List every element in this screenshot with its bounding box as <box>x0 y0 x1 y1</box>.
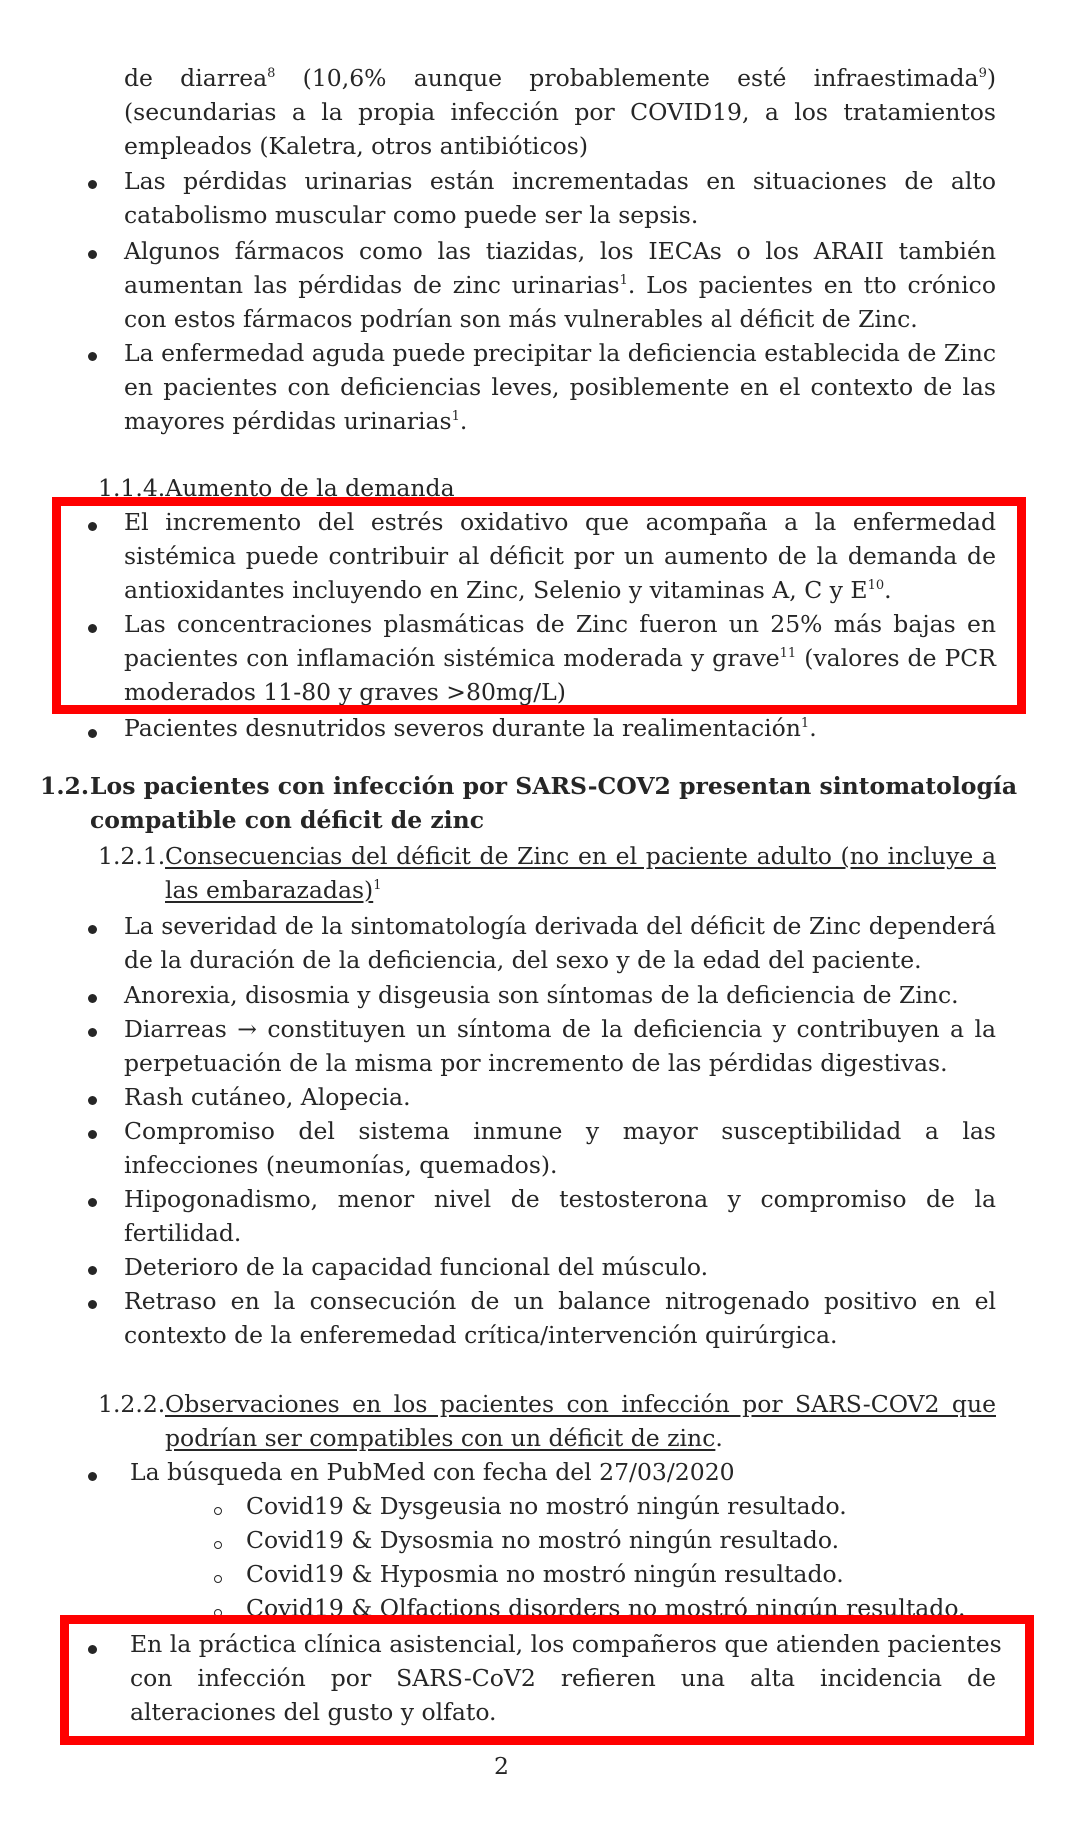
list-item: en pacientes con deficiencias leves, posiblemente en el contexto de las <box>124 373 996 401</box>
sub-list-item: Covid19 & Olfactions disorders no mostró ningún resultado. <box>246 1594 966 1622</box>
list-item: infecciones (neumonías, quemados). <box>124 1151 558 1179</box>
paragraph-line: empleados (Kaletra, otros antibióticos) <box>124 132 588 160</box>
subsection-number: 1.2.2. <box>98 1390 166 1418</box>
bullet-icon <box>88 994 97 1003</box>
list-item: mayores pérdidas urinarias$^1$. <box>124 407 468 435</box>
subsection-number: 1.2.1. <box>98 842 166 870</box>
list-item: Hipogonadismo, menor nivel de testosterona y compromiso de la <box>124 1185 996 1213</box>
list-item: alteraciones del gusto y olfato. <box>130 1698 497 1726</box>
section-heading: 1.2. <box>40 772 90 800</box>
list-item: Las concentraciones plasmáticas de Zinc fueron un 25% más bajas en <box>124 610 996 638</box>
bullet-icon <box>88 1130 97 1139</box>
list-item: moderados 11-80 y graves >80mg/L) <box>124 678 566 706</box>
list-item: fertilidad. <box>124 1219 242 1247</box>
bullet-icon <box>88 250 97 259</box>
bullet-icon <box>88 352 97 361</box>
section-heading: 1.1.4.Aumento de la demanda <box>98 474 455 502</box>
highlight-box <box>60 1615 1034 1745</box>
list-item: con estos fármacos podrían son más vulnerables al déficit de Zinc. <box>124 305 918 333</box>
subsection-heading: Consecuencias del déficit de Zinc en el paciente adulto (no incluye a <box>165 842 996 870</box>
bullet-icon <box>88 180 97 189</box>
paragraph-line: de diarrea$^8$ (10,6% aunque probablemente esté infraestimada$^9$) <box>124 64 997 92</box>
list-item: de la duración de la deficiencia, del sexo y de la edad del paciente. <box>124 946 922 974</box>
list-item: aumentan las pérdidas de zinc urinarias$^1$. Los pacientes en tto crónico <box>124 271 996 299</box>
list-item: La enfermedad aguda puede precipitar la deficiencia establecida de Zinc <box>124 339 996 367</box>
paragraph-line: (secundarias a la propia infección por COVID19, a los tratamientos <box>124 98 996 126</box>
bullet-icon <box>88 1028 97 1037</box>
highlight-box <box>52 497 1026 714</box>
bullet-icon <box>88 729 97 738</box>
list-item: sistémica puede contribuir al déficit por un aumento de la demanda de <box>124 542 996 570</box>
list-item: Algunos fármacos como las tiazidas, los IECAs o los ARAII también <box>124 237 996 265</box>
section-heading: compatible con déficit de zinc <box>90 806 485 834</box>
list-item: Diarreas → constituyen un síntoma de la deficiencia y contribuyen a la <box>124 1015 996 1043</box>
list-item: Las pérdidas urinarias están incrementadas en situaciones de alto <box>124 167 996 195</box>
sub-list-item: Covid19 & Dysgeusia no mostró ningún resultado. <box>246 1492 847 1520</box>
sub-list-item: Covid19 & Hyposmia no mostró ningún resultado. <box>246 1560 844 1588</box>
bullet-icon <box>88 925 97 934</box>
list-item: En la práctica clínica asistencial, los compañeros que atienden pacientes <box>130 1630 1002 1658</box>
bullet-icon <box>88 1096 97 1105</box>
bullet-icon <box>88 1472 97 1481</box>
list-item: Deterioro de la capacidad funcional del músculo. <box>124 1253 709 1281</box>
list-item: Retraso en la consecución de un balance nitrogenado positivo en el <box>124 1287 996 1315</box>
list-item: El incremento del estrés oxidativo que acompaña a la enfermedad <box>124 508 996 536</box>
bullet-icon <box>88 1300 97 1309</box>
list-item: contexto de la enferemedad crítica/intervención quirúrgica. <box>124 1321 838 1349</box>
list-item: pacientes con inflamación sistémica moderada y grave$^{11}$ (valores de PCR <box>124 644 996 672</box>
sub-list-item: Covid19 & Dysosmia no mostró ningún resultado. <box>246 1526 840 1554</box>
subsection-heading: podrían ser compatibles con un déficit de zinc. <box>165 1424 723 1452</box>
list-item: con infección por SARS-CoV2 refieren una alta incidencia de <box>130 1664 996 1692</box>
list-item: Anorexia, disosmia y disgeusia son síntomas de la deficiencia de Zinc. <box>124 981 959 1009</box>
circle-bullet-icon <box>214 1541 222 1549</box>
subsection-heading: las embarazadas)$^1$ <box>165 876 382 904</box>
circle-bullet-icon <box>214 1507 222 1515</box>
list-item: La severidad de la sintomatología derivada del déficit de Zinc dependerá <box>124 912 996 940</box>
subsection-heading: Observaciones en los pacientes con infección por SARS-COV2 que <box>165 1390 996 1418</box>
list-item: Pacientes desnutridos severos durante la realimentación$^1$. <box>124 714 817 742</box>
list-item: La búsqueda en PubMed con fecha del 27/03/2020 <box>130 1458 735 1486</box>
bullet-icon <box>88 1266 97 1275</box>
list-item: Rash cutáneo, Alopecia. <box>124 1083 411 1111</box>
section-heading: Los pacientes con infección por SARS-COV2 presentan sintomatología <box>90 772 1018 800</box>
list-item: Compromiso del sistema inmune y mayor susceptibilidad a las <box>124 1117 996 1145</box>
list-item: perpetuación de la misma por incremento de las pérdidas digestivas. <box>124 1049 948 1077</box>
bullet-icon <box>88 1198 97 1207</box>
list-item: antioxidantes incluyendo en Zinc, Selenio y vitaminas A, C y $E^{10}$. <box>124 576 892 604</box>
page-number: 2 <box>494 1752 509 1780</box>
list-item: catabolismo muscular como puede ser la sepsis. <box>124 201 699 229</box>
circle-bullet-icon <box>214 1575 222 1583</box>
